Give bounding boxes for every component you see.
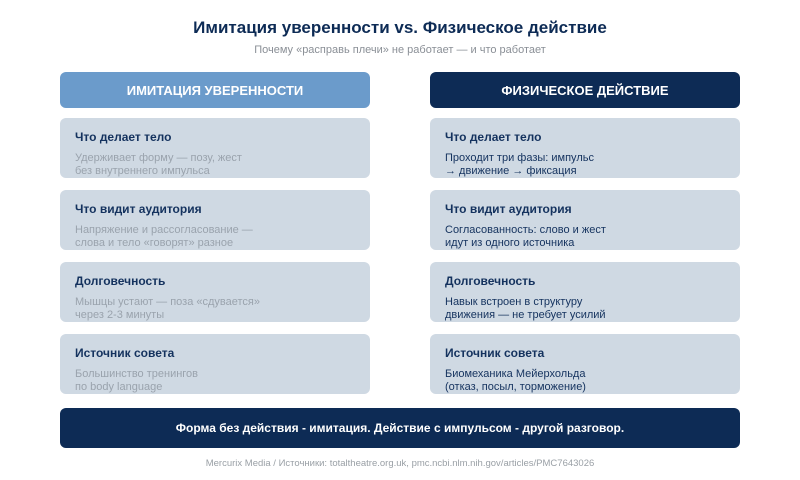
card-text: Биомеханика Мейерхольда (отказ, посыл, торможение)	[445, 368, 586, 393]
imitation-card-durability	[60, 262, 370, 322]
action-card-source	[430, 334, 740, 394]
imitation-column	[60, 72, 370, 406]
card-text: Мышцы устают — поза «сдувается» через 2-3 минуты	[75, 296, 261, 321]
card-text: Навык встроен в структуру движения — не требует усилий	[445, 296, 606, 321]
physical-action-column	[430, 72, 740, 406]
imitation-card-audience	[60, 190, 370, 250]
card-title: Что видит аудитория	[445, 202, 572, 216]
imitation-card-body	[60, 118, 370, 178]
card-title: Что делает тело	[445, 130, 542, 144]
imitation-column-header: ИМИТАЦИЯ УВЕРЕННОСТИ	[60, 72, 370, 108]
card-title: Источник совета	[75, 346, 175, 360]
card-text: Согласованность: слово и жест идут из одного источника	[445, 224, 606, 249]
card-text: Проходит три фазы: импульс → движение → фиксация	[445, 152, 594, 177]
action-card-durability	[430, 262, 740, 322]
card-title: Что видит аудитория	[75, 202, 202, 216]
card-title: Долговечность	[75, 274, 166, 288]
action-card-body	[430, 118, 740, 178]
card-title: Что делает тело	[75, 130, 172, 144]
conclusion-banner: Форма без действия - имитация. Действие с импульсом - другой разговор.	[60, 408, 740, 448]
page-title: Имитация уверенности vs. Физическое действие	[193, 18, 607, 37]
source-footer: Mercurix Media / Источники: totaltheatre.org.uk, pmc.ncbi.nlm.nih.gov/articles/PMC7643026	[205, 458, 595, 469]
card-title: Источник совета	[445, 346, 545, 360]
physical-action-column-header: ФИЗИЧЕСКОЕ ДЕЙСТВИЕ	[430, 72, 740, 108]
card-text: Большинство тренингов по body language	[75, 368, 199, 393]
page-subtitle: Почему «расправь плечи» не работает — и что работает	[254, 44, 546, 56]
card-title: Долговечность	[445, 274, 536, 288]
imitation-card-source	[60, 334, 370, 394]
card-text: Напряжение и рассогласование — слова и тело «говорят» разное	[75, 224, 253, 249]
card-text: Удерживает форму — позу, жест без внутреннего импульса	[75, 152, 242, 177]
action-card-audience	[430, 190, 740, 250]
